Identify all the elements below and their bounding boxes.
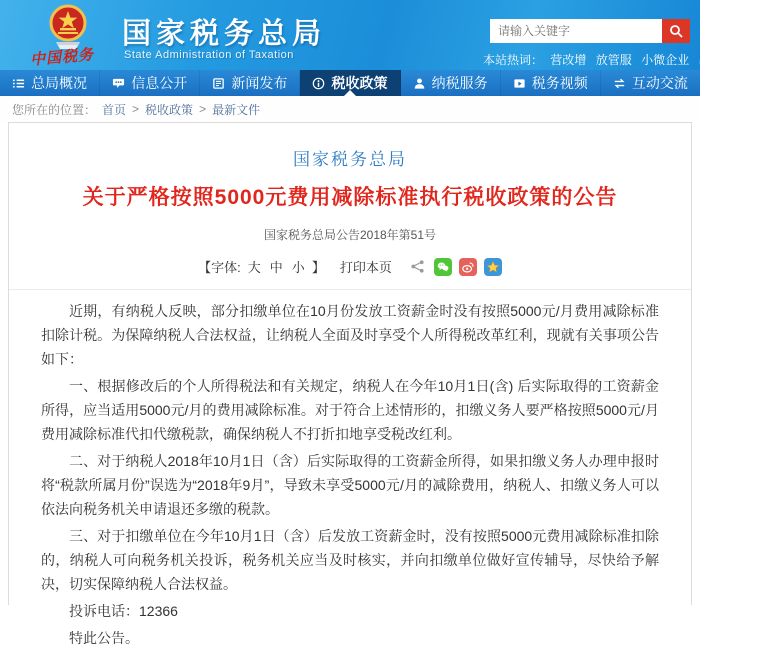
hot-words-label: 本站热词：	[483, 53, 544, 67]
font-size-small-button[interactable]: 小	[291, 260, 305, 275]
breadcrumb-separator: >	[199, 102, 207, 116]
qzone-share-button[interactable]	[484, 258, 502, 276]
font-size-suffix: 】	[311, 260, 325, 275]
font-size-medium-button[interactable]: 中	[269, 260, 283, 275]
menu-icon	[12, 77, 25, 90]
font-size-large-button[interactable]: 大	[247, 260, 261, 275]
user-icon	[413, 77, 426, 90]
nav-item-tax-video[interactable]	[501, 70, 601, 96]
wechat-icon	[436, 260, 450, 274]
article-paragraph-complaint-phone: 投诉电话：12366	[69, 603, 178, 619]
article-paragraph: 近期，有纳税人反映，部分扣缴单位在10月份发放工资薪金时没有按照5000元/月费用减除标准扣除计税。为保障纳税人合法权益，让纳税人全面及时享受个人所得税改革红利，现就有关事项公告如下：	[41, 303, 659, 367]
hot-word-link[interactable]: 营改增	[550, 53, 587, 67]
article-doc-number: 国家税务总局公告2018年第51号	[263, 228, 437, 242]
nav-item-label: 纳税服务	[431, 75, 488, 91]
article-agency: 国家税务总局	[293, 150, 407, 169]
breadcrumb-link-home[interactable]: 首页	[102, 102, 127, 117]
search-button[interactable]	[662, 19, 690, 43]
weibo-share-button[interactable]	[459, 258, 477, 276]
share-button[interactable]	[409, 258, 427, 276]
info-icon	[312, 77, 325, 90]
share-buttons	[409, 258, 502, 276]
search-input[interactable]	[490, 19, 662, 43]
video-icon	[513, 77, 526, 90]
logo-caption: 中国税务	[29, 45, 95, 69]
article-toolbar	[41, 257, 659, 276]
site-logo	[30, 3, 120, 69]
weibo-icon	[461, 260, 475, 274]
search-icon	[669, 24, 683, 38]
article-paragraph: 三、对于扣缴单位在今年10月1日（含）后发放工资薪金时，没有按照5000元费用减除标准扣除的，纳税人可向税务机关投诉，税务机关应当及时核实，并向扣缴单位做好宣传辅导，尽快给予解决，切实保障纳税人合法权益。	[41, 528, 659, 592]
nav-item-overview[interactable]	[0, 70, 100, 96]
active-tab-pointer	[344, 90, 356, 96]
print-page-button[interactable]: 打印本页	[339, 260, 392, 275]
article-paragraph: 二、对于纳税人2018年10月1日（含）后实际取得的工资薪金所得，如果扣缴义务人办理申报时将“税款所属月份”误选为“2018年9月”，导致未享受5000元/月的减除费用，纳税人、扣缴义务人可以依法向税务机关申请退还多缴的税款。	[41, 453, 659, 517]
font-size-prefix: 【字体:	[198, 260, 241, 275]
breadcrumb-link-tax-policy[interactable]: 税收政策	[145, 102, 194, 117]
hot-word-link[interactable]: 放管服	[595, 53, 632, 67]
site-title-english: State Administration of Taxation	[124, 49, 294, 61]
nav-item-label: 新闻发布	[231, 75, 288, 91]
nav-item-tax-policy[interactable]	[300, 70, 400, 96]
nav-item-label: 税收政策	[331, 75, 388, 91]
site-title: 国家税务总局	[122, 18, 327, 50]
breadcrumb-separator: >	[132, 102, 140, 116]
hot-words-bar	[483, 51, 774, 68]
article-paragraph: 一、根据修改后的个人所得税法和有关规定，纳税人在今年10月1日(含) 后实际取得的工资薪金所得，应当适用5000元/月的费用减除标准。对于符合上述情形的，扣缴义务人要严格按照5000元/月费用减除标准代扣代缴税款，确保纳税人不打折扣地享受税改红利。	[41, 378, 659, 442]
nav-item-info-disclosure[interactable]	[100, 70, 200, 96]
nav-item-label: 税务视频	[531, 75, 588, 91]
nav-item-news[interactable]	[200, 70, 300, 96]
news-icon	[212, 77, 225, 90]
nav-item-label: 总局概况	[31, 75, 88, 91]
article-toolbar-wrap	[9, 257, 691, 290]
main-navigation	[0, 70, 700, 96]
exchange-icon	[613, 77, 626, 90]
article-body	[41, 299, 659, 650]
star-icon	[486, 260, 500, 274]
search-box	[490, 19, 690, 43]
hot-word-link[interactable]: 小微企业	[641, 53, 690, 67]
article-container	[8, 122, 692, 646]
breadcrumb	[0, 96, 700, 122]
article-paragraph-closing: 特此公告。	[69, 630, 139, 646]
nav-item-interaction[interactable]	[601, 70, 700, 96]
hot-word-link[interactable]: 便	[755, 53, 768, 67]
hot-word-link[interactable]: 出口退税	[698, 53, 747, 67]
chat-icon	[112, 77, 125, 90]
wechat-share-button[interactable]	[434, 258, 452, 276]
nav-item-tax-service[interactable]	[401, 70, 501, 96]
nav-item-label: 信息公开	[131, 75, 188, 91]
site-header	[0, 0, 768, 70]
article-title: 关于严格按照5000元费用减除标准执行税收政策的公告	[82, 186, 618, 209]
breadcrumb-label: 您所在的位置：	[12, 102, 97, 117]
nav-item-label: 互动交流	[631, 75, 688, 91]
share-icon	[410, 259, 425, 274]
breadcrumb-link-latest-documents[interactable]: 最新文件	[212, 102, 261, 117]
